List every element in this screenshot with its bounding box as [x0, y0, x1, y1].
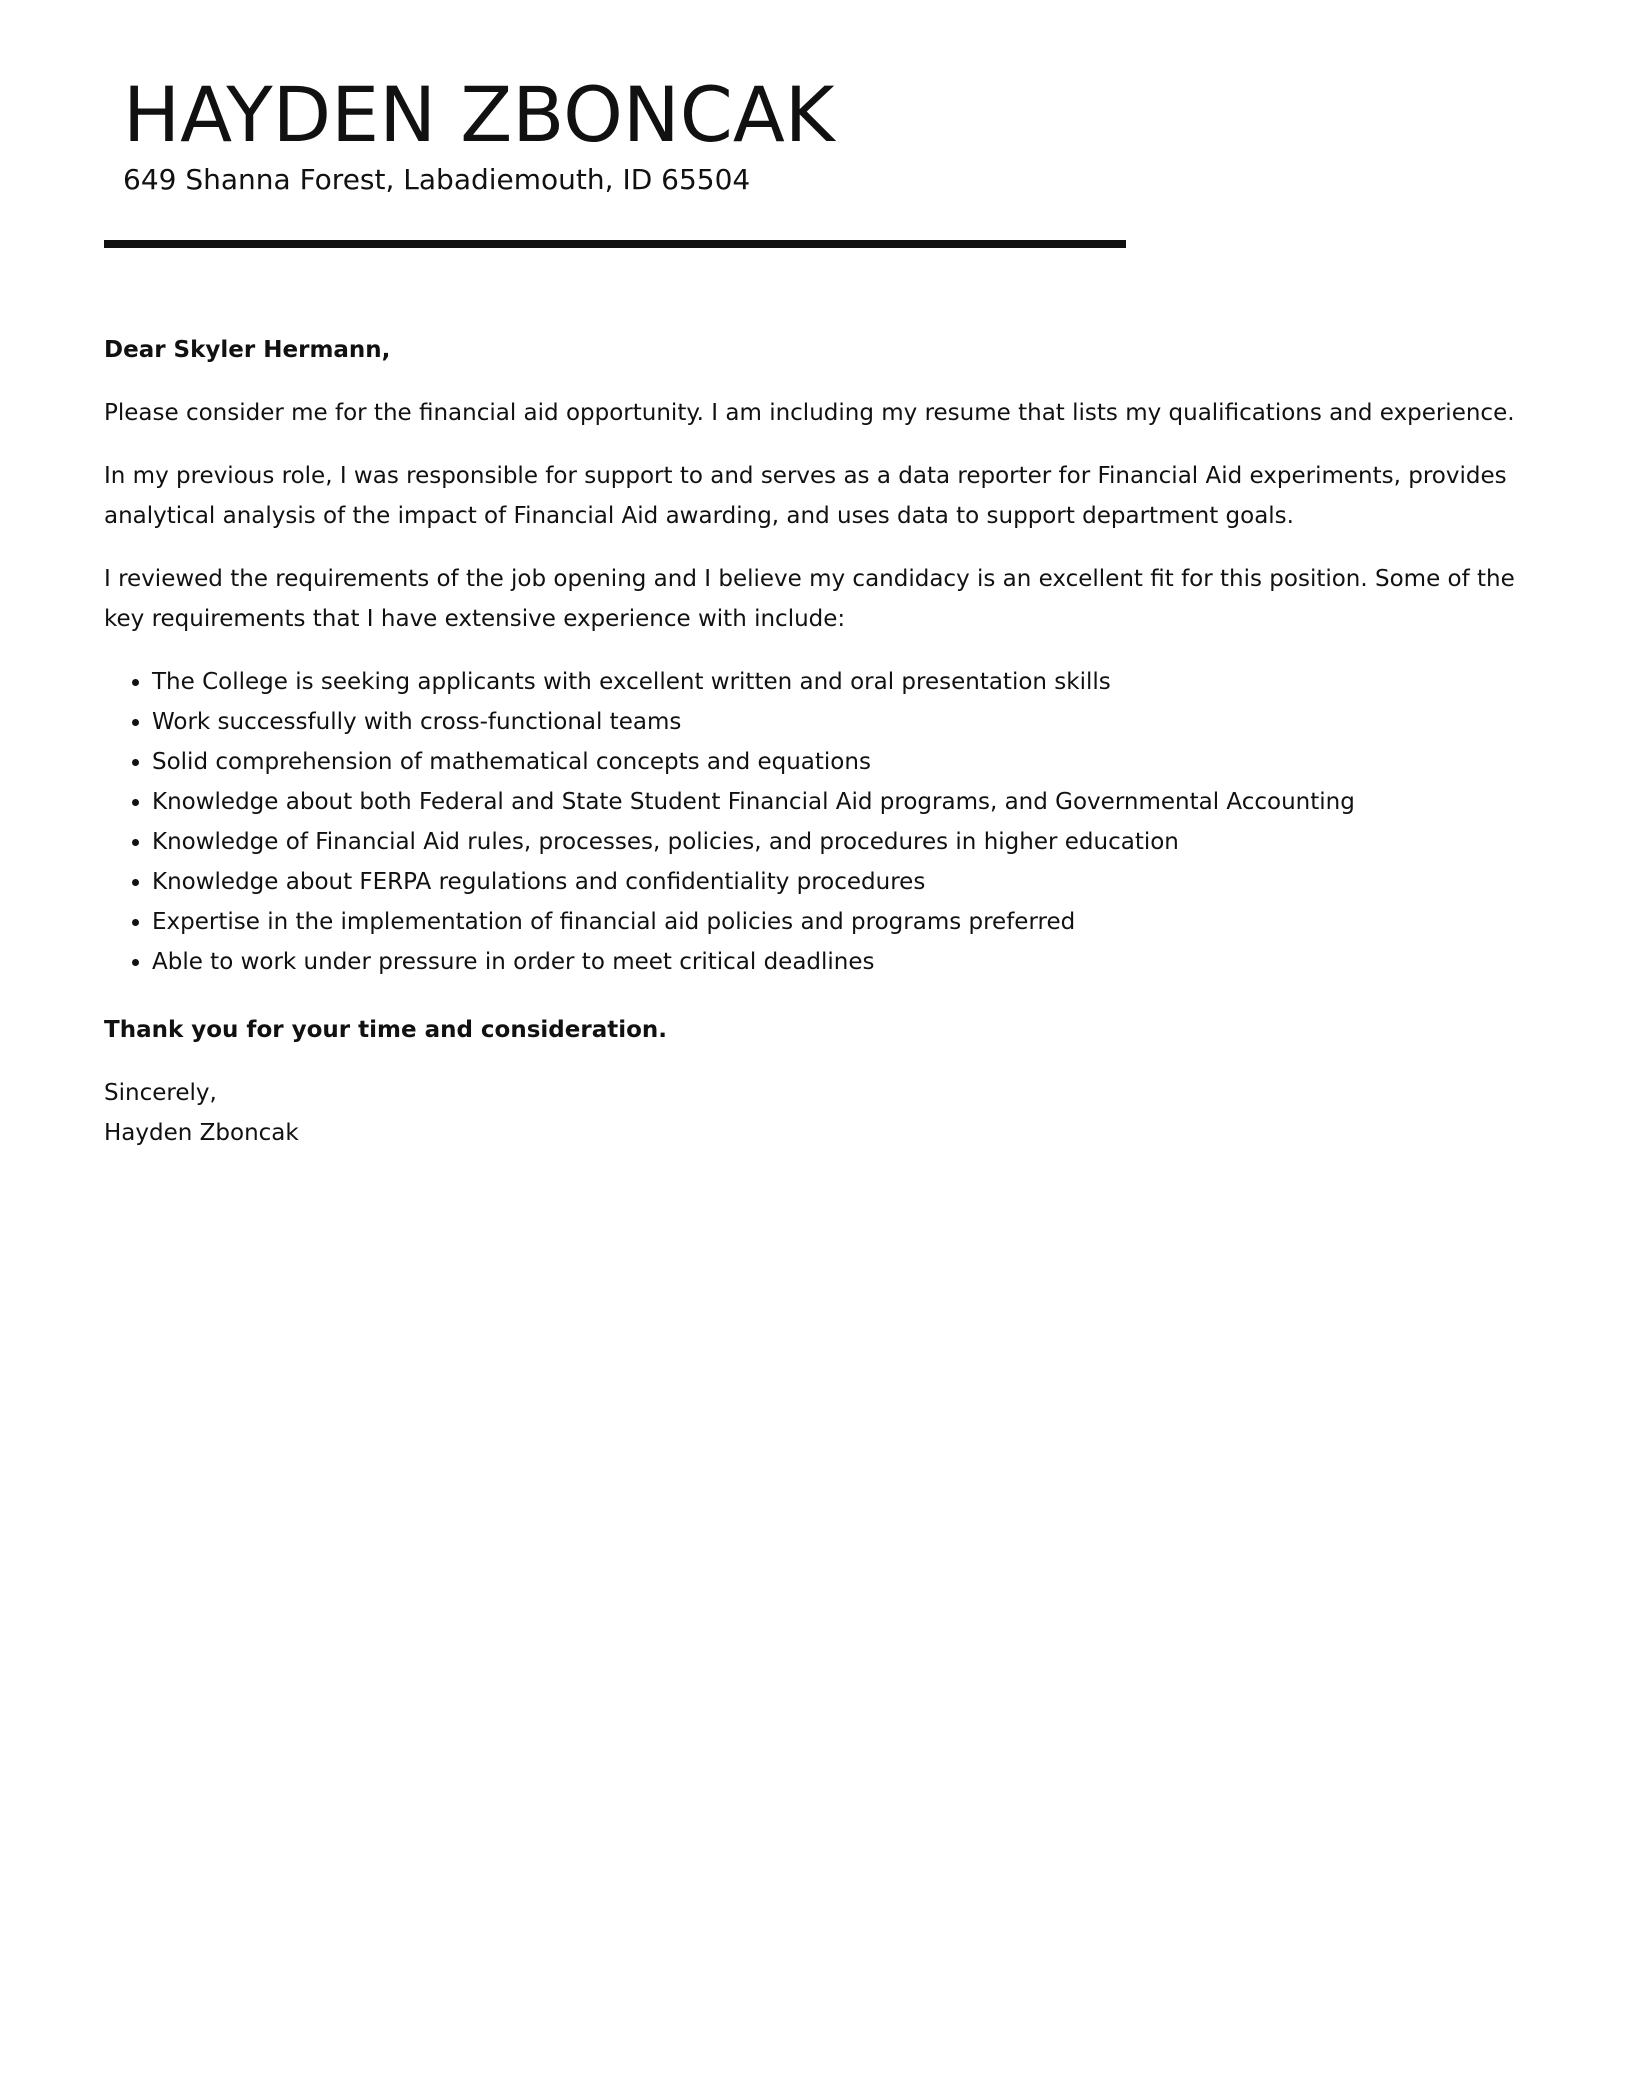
list-item: • Solid comprehension of mathematical concepts and equations — [152, 742, 1534, 782]
applicant-name: HAYDEN ZBONCAK — [123, 70, 835, 159]
list-item: • Knowledge of Financial Aid rules, processes, policies, and procedures in higher education — [152, 822, 1534, 862]
list-item: • Able to work under pressure in order to meet critical deadlines — [152, 942, 1534, 982]
list-item: • Expertise in the implementation of financial aid policies and programs preferred — [152, 902, 1534, 942]
paragraph-experience: In my previous role, I was responsible for support to and serves as a data reporter for Financial Aid experiments, provides analytical analysis of the impact of Financial Aid awarding, and uses data to support department goals. — [104, 463, 1507, 529]
paragraph-requirements-intro: I reviewed the requirements of the job opening and I believe my candidacy is an excellent fit for this position. Some of the key requirements that I have extensive experience with include: — [104, 566, 1515, 632]
list-item: • Knowledge about both Federal and State Student Financial Aid programs, and Governmental Accounting — [152, 782, 1534, 822]
paragraph-intro: Please consider me for the financial aid opportunity. I am including my resume that lists my qualifications and experience. — [104, 400, 1515, 426]
list-item: • Work successfully with cross-functional teams — [152, 702, 1534, 742]
closing-thanks: Thank you for your time and consideration. — [104, 1017, 668, 1043]
signature-block — [104, 1073, 1534, 1153]
letter-header — [123, 70, 835, 200]
applicant-address: 649 Shanna Forest, Labadiemouth, ID 65504 — [123, 163, 751, 196]
list-item: • Knowledge about FERPA regulations and confidentiality procedures — [152, 862, 1534, 902]
letter-body — [104, 330, 1534, 1176]
salutation: Dear Skyler Hermann, — [104, 337, 391, 363]
header-divider — [104, 240, 1126, 248]
requirements-list — [104, 662, 1534, 982]
signature-name: Hayden Zboncak — [104, 1120, 299, 1146]
signoff: Sincerely, — [104, 1080, 217, 1106]
list-item: • The College is seeking applicants with excellent written and oral presentation skills — [152, 662, 1534, 702]
